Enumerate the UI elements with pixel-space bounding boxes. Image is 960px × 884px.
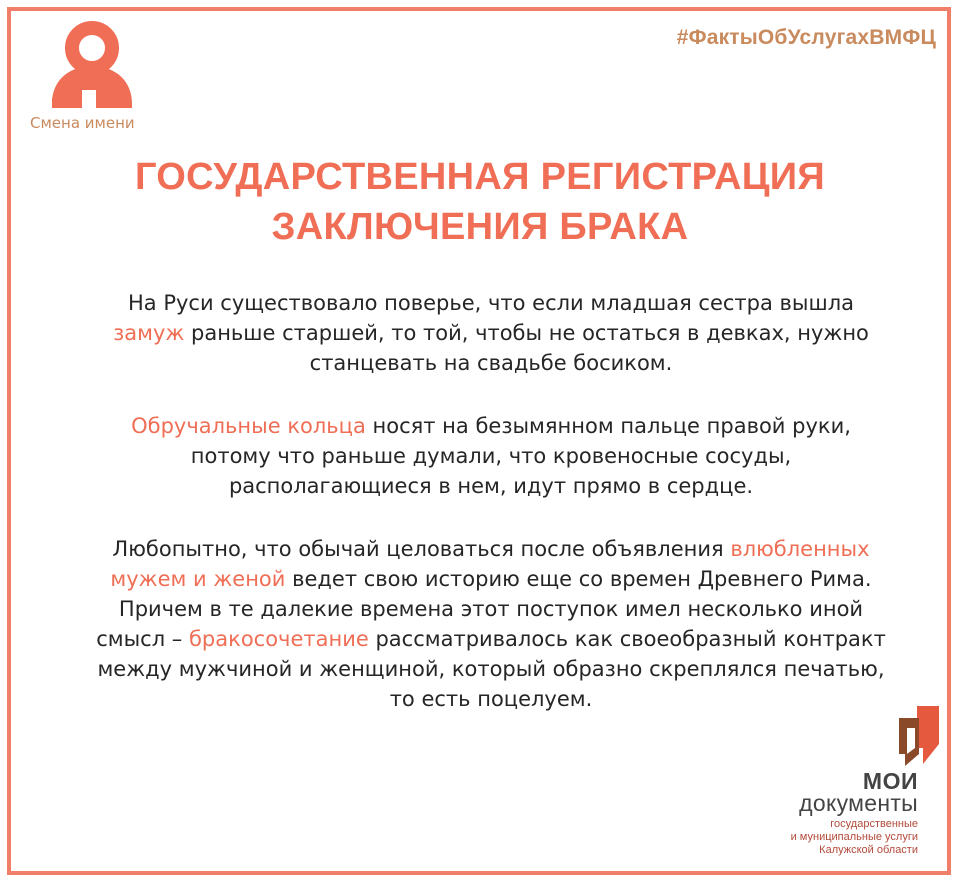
paragraph-text: ведет свою историю еще со времен Древнего Рима. Причем в те далекие времена этот поступок имел несколько иной смысл – <box>96 567 872 651</box>
title-line-2: ЗАКЛЮЧЕНИЯ БРАКА <box>271 206 689 248</box>
paragraph-text: рассматривалось как своеобразный контракт между мужчиной и женщиной, который образно скреплялся печатью, то есть поцелуем. <box>97 627 886 711</box>
brand-name-line-2: документы <box>799 790 918 816</box>
paragraph-text: На Руси существовало поверье, что если младшая сестра вышла <box>127 291 855 315</box>
hashtag: #ФактыОбУслугахВМФЦ <box>676 26 936 49</box>
paragraph-3 <box>96 534 886 714</box>
brand-name <box>799 770 918 814</box>
paragraph-text: носят на безымянном пальце правой руки, потому что раньше думали, что кровеносные сосуды, располагающиеся в нем, идут прямо в сердце. <box>190 414 851 498</box>
brand-sub-line-1: государственные <box>830 818 918 830</box>
highlight-text: Обручальные кольца <box>131 414 366 438</box>
paragraph-text: Любопытно, что обычай целоваться после объявления <box>112 537 731 561</box>
paragraph-1 <box>96 288 886 378</box>
brand-logo-icon <box>895 704 941 766</box>
highlight-text: замуж <box>113 321 185 345</box>
brand-name-line-1: МОИ <box>862 768 918 794</box>
paragraph-2 <box>96 411 886 501</box>
highlight-text: влюбленных мужем и женой <box>110 537 870 591</box>
highlight-text: бракосочетание <box>188 627 369 651</box>
brand-sub-line-3: Калужской области <box>819 844 918 856</box>
brand-sub-line-2: и муниципальные услуги <box>790 831 918 843</box>
title-line-1: ГОСУДАРСТВЕННАЯ РЕГИСТРАЦИЯ <box>134 156 826 198</box>
page-title <box>60 152 900 252</box>
paragraph-text: раньше старшей, то той, чтобы не остаться в девках, нужно станцевать на свадьбе босиком. <box>184 321 869 375</box>
brand-subtitle <box>791 818 918 857</box>
topic-label: Смена имени <box>30 114 135 132</box>
